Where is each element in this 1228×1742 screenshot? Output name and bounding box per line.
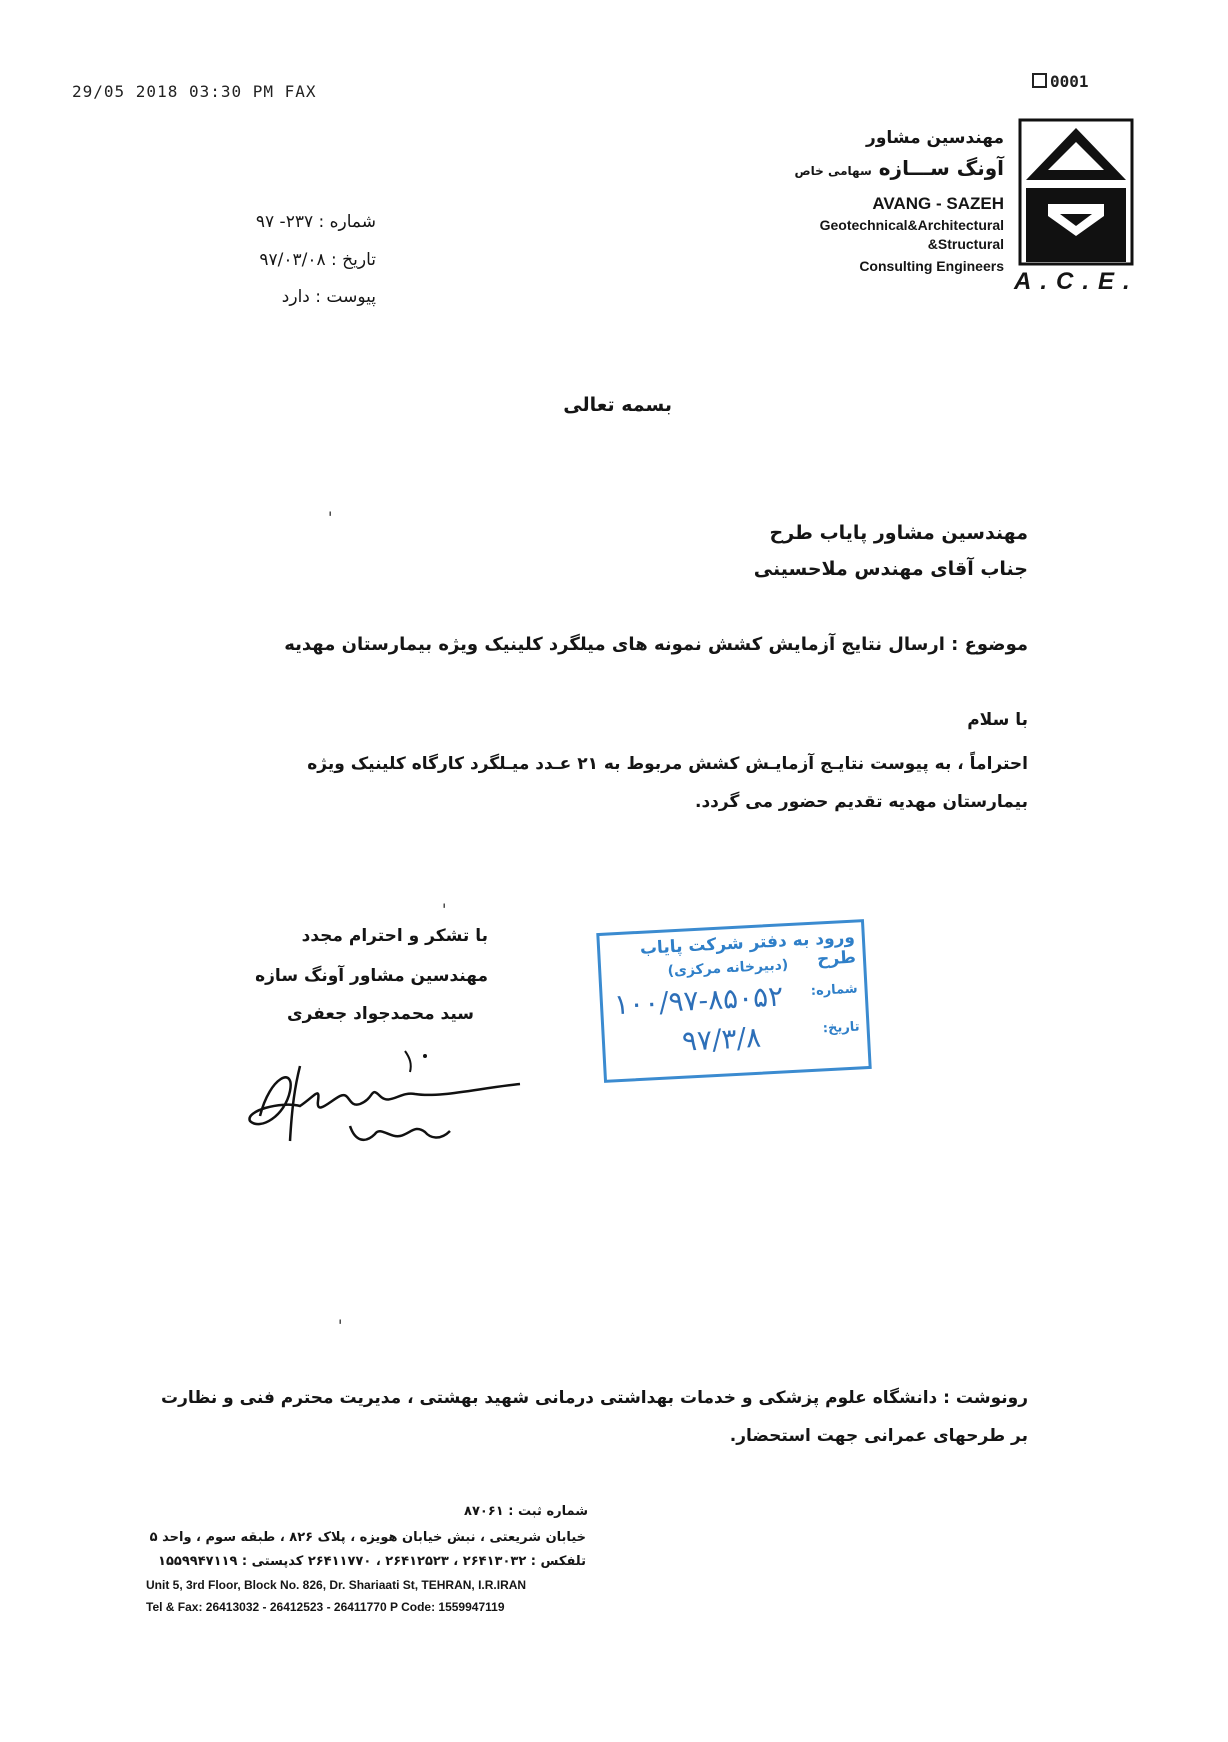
stamp-number-label: شماره: (810, 981, 858, 999)
letter-heading: بسمه تعالی (563, 394, 672, 416)
scan-mark-3: ' (338, 1316, 343, 1335)
letter-subject: موضوع : ارسال نتایج آزمایش کشش نمونه های میلگرد کلینیک ویژه بیمارستان مهدیه (284, 634, 1028, 655)
scan-mark: ' (328, 508, 333, 527)
letter-greeting: با سلام (967, 710, 1028, 730)
letterhead-ace: A.C.E. (1014, 268, 1139, 295)
stamp-date-label: تاریخ: (822, 1019, 860, 1037)
letter-date: تاریخ : ۹۷/۰۳/۰۸ (259, 250, 376, 270)
stamp-number-value: ۱۰۰/۹۷-۸۵۰۵۲ (613, 979, 784, 1022)
closing-company: مهندسین مشاور آونگ سازه (255, 966, 488, 986)
body-line-2: بیمارستان مهدیه تقدیم حضور می گردد. (695, 792, 1028, 812)
footer-phones-fa: تلفکس : ۲۶۴۱۳۰۳۲ ، ۲۶۴۱۲۵۲۳ ، ۲۶۴۱۱۷۷۰ کدپستی : ۱۵۵۹۹۴۷۱۱۹ (158, 1554, 586, 1569)
letterhead-en-desc1: Geotechnical&Architectural (819, 217, 1004, 233)
letterhead-fa-line1: مهندسین مشاور (866, 128, 1004, 148)
footer-phones-en: Tel & Fax: 26413032 - 26412523 - 26411770 P Code: 1559947119 (146, 1600, 505, 1614)
cc-line-2: بر طرحهای عمرانی جهت استحضار. (729, 1426, 1028, 1446)
receipt-stamp (596, 919, 871, 1083)
page-number (1032, 72, 1089, 91)
stamp-title: ورود به دفتر شرکت پایاب طرح (639, 927, 857, 970)
recipient-person: جناب آقای مهندس ملاحسینی (753, 558, 1028, 580)
letterhead-fa-suffix: سهامی خاص (794, 164, 872, 178)
letterhead-en-desc3: Consulting Engineers (859, 258, 1004, 274)
fax-header: 29/05 2018 03:30 PM FAX (72, 82, 317, 101)
page-checkbox-icon (1032, 73, 1047, 88)
letter-number: شماره : ۲۳۷- ۹۷ (255, 212, 376, 232)
letterhead-fa-line2 (795, 156, 1005, 180)
footer-address-en: Unit 5, 3rd Floor, Block No. 826, Dr. Shariaati St, TEHRAN, I.R.IRAN (146, 1578, 527, 1592)
letterhead-en-name: AVANG - SAZEH (872, 194, 1004, 213)
letter-attachment: پیوست : دارد (281, 287, 376, 307)
signature-icon (240, 1046, 530, 1156)
stamp-date-value: ۹۷/۳/۸ (681, 1020, 762, 1058)
cc-line-1: رونوشت : دانشگاه علوم پزشکی و خدمات بهداشتی درمانی شهید بهشتی ، مدیریت محترم فنی و نظارت (161, 1388, 1028, 1408)
company-logo-icon (1018, 118, 1134, 266)
letterhead-en-desc (820, 216, 1004, 254)
body-line-1: احتراماً ، به پیوست نتایـج آزمایـش کشش مربوط به ۲۱ عـدد میـلگرد کارگاه کلینیک ویژه (307, 754, 1028, 774)
signer-name: سید محمدجواد جعفری (286, 1004, 474, 1024)
closing-line: با تشکر و احترام مجدد (301, 926, 488, 946)
letterhead-en-desc2: &Structural (927, 236, 1004, 252)
scan-mark-2: ' (442, 900, 447, 919)
footer-address-fa: خیابان شریعتی ، نبش خیابان هویزه ، پلاک ۸۲۶ ، طبقه سوم ، واحد ۵ (149, 1530, 586, 1545)
page-number-value: 0001 (1050, 72, 1089, 91)
stamp-subtitle: (دبیرخانه مرکزی) (667, 957, 789, 980)
recipient-company: مهندسین مشاور پایاب طرح (769, 522, 1028, 544)
letterhead-fa-name: آونگ ســـازه (878, 156, 1004, 180)
footer-registration: شماره ثبت : ۸۷۰۶۱ (464, 1504, 588, 1519)
